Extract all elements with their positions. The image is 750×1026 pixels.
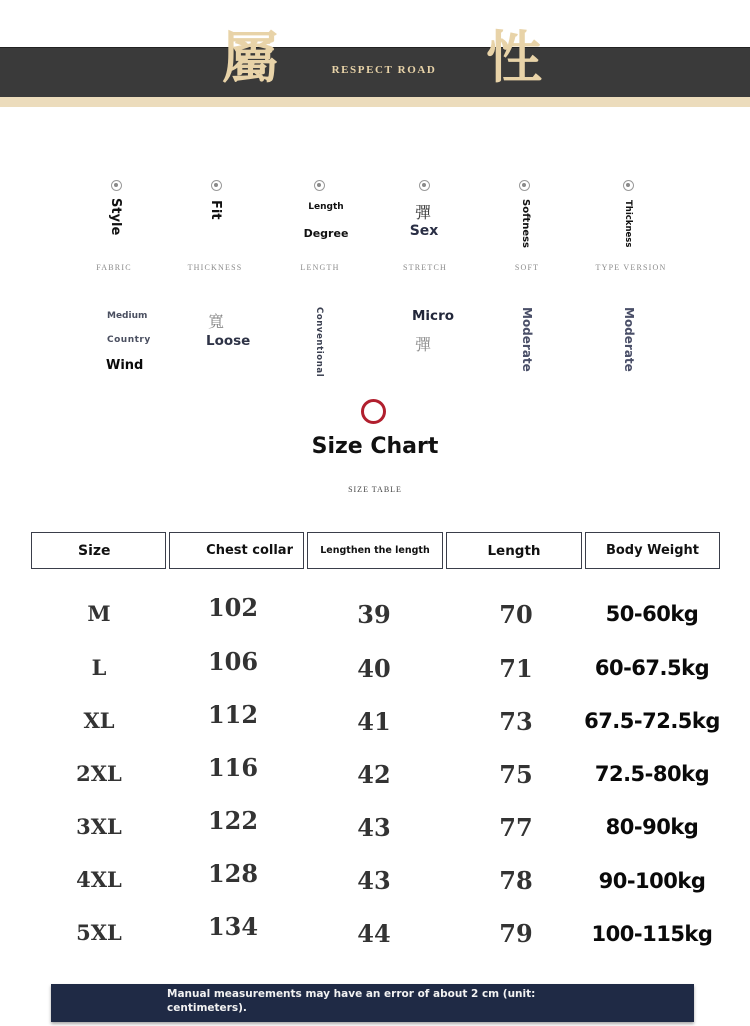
cell-weight: 72.5-80kg — [594, 762, 710, 786]
cell-chest: 134 — [207, 912, 259, 941]
attr-length-line2: Degree — [303, 227, 349, 240]
cell-weight: 90-100kg — [598, 869, 706, 893]
header-stripe — [0, 97, 750, 107]
attr-value-micro: Micro — [412, 308, 454, 324]
measurement-note-text: Manual measurements may have an error of about 2 cm (unit: centimeters). — [167, 988, 536, 1014]
attr-value-loose: Loose — [206, 333, 251, 349]
radio-dot-icon — [623, 180, 634, 191]
cell-lengthen: 40 — [357, 654, 391, 683]
cell-weight: 60-67.5kg — [594, 656, 710, 680]
measurement-note-banner — [51, 984, 694, 1022]
attr-value-wind: Wind — [106, 358, 144, 373]
cell-size: 2XL — [76, 761, 122, 786]
attr-value-conventional: Conventional — [314, 307, 324, 378]
cell-lengthen: 41 — [357, 707, 391, 736]
size-chart-title: Size Chart — [311, 434, 439, 459]
cell-length: 70 — [499, 600, 533, 629]
attr-length-line1: Length — [308, 202, 344, 212]
header-subtitle: RESPECT ROAD — [331, 64, 437, 76]
attr-value-micro-cjk: 彈 — [415, 335, 432, 354]
attr-softness: Softness — [520, 199, 531, 249]
column-header-lengthen: Lengthen the length — [307, 532, 443, 569]
cell-weight: 80-90kg — [605, 815, 699, 839]
attr-caption-length: LENGTH — [300, 263, 340, 272]
cell-chest: 116 — [207, 753, 259, 782]
cell-weight: 67.5-72.5kg — [584, 709, 720, 733]
cell-chest: 128 — [207, 859, 259, 888]
cell-lengthen: 42 — [357, 760, 391, 789]
attr-stretch: Sex — [409, 223, 439, 239]
cell-length: 75 — [499, 760, 533, 789]
attr-style: Style — [108, 198, 123, 236]
cell-lengthen: 43 — [357, 866, 391, 895]
cell-length: 77 — [499, 813, 533, 842]
cell-length: 78 — [499, 866, 533, 895]
radio-dot-icon — [519, 180, 530, 191]
cell-size: L — [91, 655, 107, 680]
cell-size: 3XL — [76, 814, 122, 839]
attr-thickness: Thickness — [623, 200, 633, 248]
header-char-right: 性 — [486, 25, 542, 91]
column-header-body-weight: Body Weight — [585, 532, 720, 569]
cell-chest: 112 — [207, 700, 259, 729]
cell-length: 79 — [499, 919, 533, 948]
radio-dot-icon — [419, 180, 430, 191]
attr-caption-soft: SOFT — [514, 263, 540, 272]
cell-lengthen: 39 — [357, 600, 391, 629]
attr-stretch-cjk: 彈 — [415, 203, 432, 222]
cell-size: XL — [83, 708, 115, 733]
cell-length: 73 — [499, 707, 533, 736]
cell-weight: 100-115kg — [591, 922, 713, 946]
attr-value-moderate-soft: Moderate — [520, 307, 534, 372]
attr-fit: Fit — [208, 200, 223, 220]
cell-chest: 106 — [207, 647, 259, 676]
radio-dot-icon — [111, 180, 122, 191]
header-char-left: 屬 — [222, 25, 278, 91]
cell-length: 71 — [499, 654, 533, 683]
cell-chest: 122 — [207, 806, 259, 835]
attr-value-medium: Medium — [107, 311, 148, 321]
size-chart-subtitle: SIZE TABLE — [348, 485, 402, 494]
cell-size: M — [87, 601, 111, 626]
attr-caption-stretch: STRETCH — [403, 263, 447, 272]
attr-value-country: Country — [107, 335, 151, 345]
cell-size: 5XL — [76, 920, 122, 945]
attr-value-loose-cjk: 寬 — [208, 312, 225, 331]
column-header-chest-collar: Chest collar — [169, 532, 304, 569]
attr-caption-thickness: THICKNESS — [187, 263, 243, 272]
attr-caption-type-version: TYPE VERSION — [595, 263, 667, 272]
attr-value-moderate-type: Moderate — [622, 307, 636, 372]
attr-caption-fabric: FABRIC — [96, 263, 132, 272]
column-header-size: Size — [31, 532, 166, 569]
radio-dot-icon — [211, 180, 222, 191]
cell-weight: 50-60kg — [605, 602, 699, 626]
cell-lengthen: 44 — [357, 919, 391, 948]
cell-lengthen: 43 — [357, 813, 391, 842]
ring-icon — [361, 399, 386, 424]
radio-dot-icon — [314, 180, 325, 191]
column-header-length: Length — [446, 532, 582, 569]
cell-size: 4XL — [76, 867, 122, 892]
cell-chest: 102 — [207, 593, 259, 622]
